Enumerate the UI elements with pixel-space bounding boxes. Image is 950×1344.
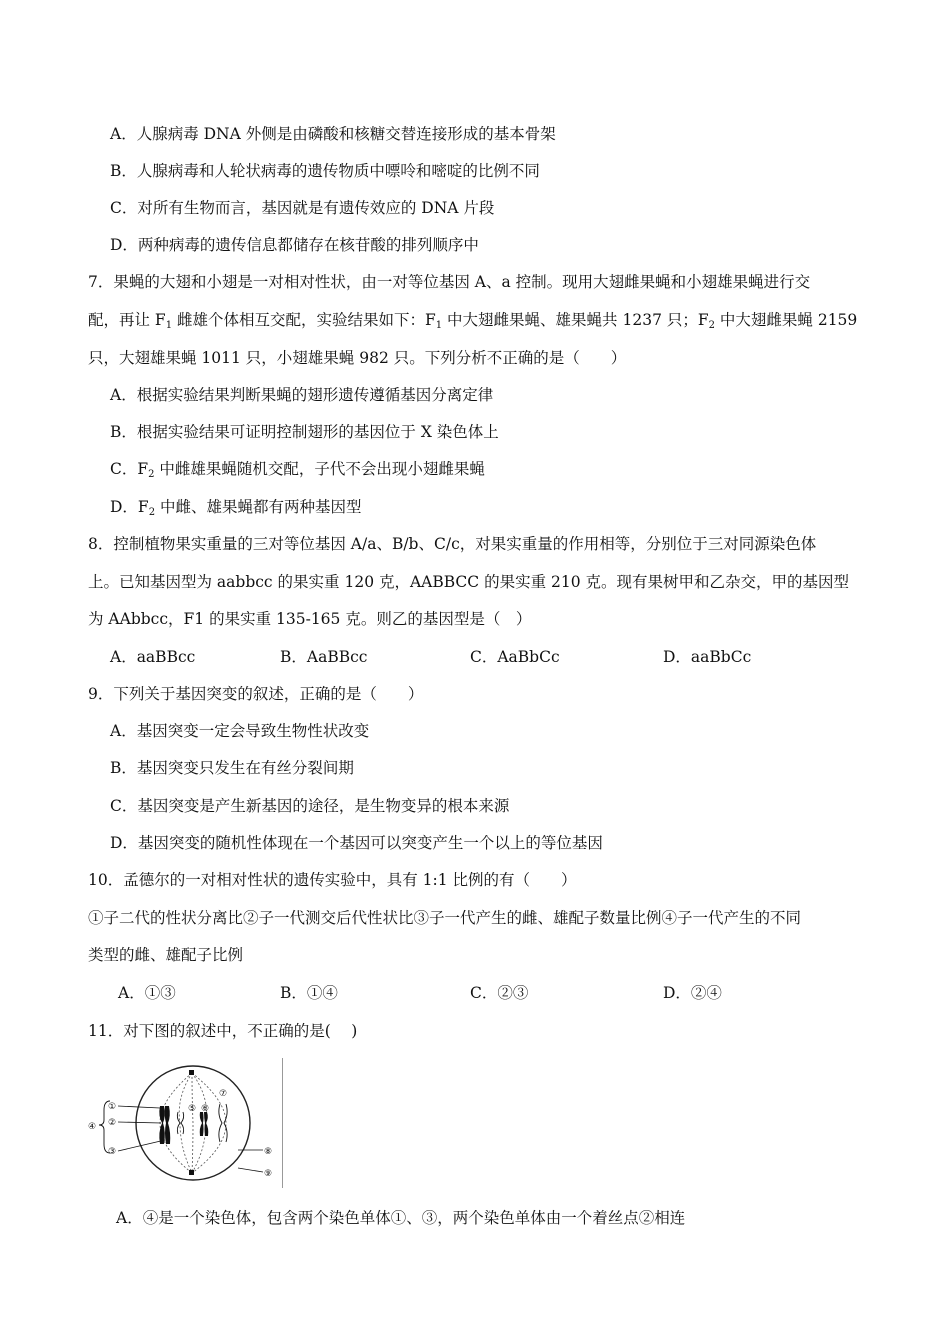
chromosome-dark-right (200, 1112, 209, 1136)
centriole-top (189, 1070, 194, 1075)
q8-option-c: C．AaBbCc (470, 648, 560, 666)
q6-option-c: C．对所有生物而言，基因就是有遗传效应的 DNA 片段 (110, 199, 495, 217)
q10-option-d: D．②④ (663, 984, 722, 1002)
q7-option-c: C．$F_2$ 中雌雄果蝇随机交配，子代不会出现小翅雌果蝇 (110, 460, 485, 480)
label-4: ④ (88, 1122, 97, 1132)
q7-option-d: D．$F_2$ 中雌、雄果蝇都有两种基因型 (110, 498, 362, 518)
q9-option-c: C．基因突变是产生新基因的途径，是生物变异的根本来源 (110, 797, 510, 815)
q8-option-b: B．AaBBcc (280, 648, 368, 666)
q8-stem-line1: 8．控制植物果实重量的三对等位基因 A/a、B/b、C/c，对果实重量的作用相等，分别位于三对同源染色体 (88, 535, 817, 553)
q11-stem: 11．对下图的叙述中，不正确的是( ) (88, 1022, 358, 1040)
label-9: ⑨ (264, 1169, 273, 1179)
centriole-bottom (189, 1170, 194, 1175)
spindle-fibers (160, 1073, 226, 1173)
cell-division-figure (88, 1058, 283, 1188)
q7-stem-line3: 只，大翅雄果蝇 1011 只，小翅雄果蝇 982 只。下列分析不正确的是（ ） (88, 349, 627, 367)
q8-stem-line3: 为 AAbbcc，F1 的果实重 135-165 克。则乙的基因型是（ ） (88, 610, 532, 628)
q8-option-a: A．aaBBcc (110, 648, 196, 666)
q6-option-a: A．人腺病毒 DNA 外侧是由磷酸和核糖交替连接形成的基本骨架 (110, 125, 556, 143)
q8-stem-line2: 上。已知基因型为 aabbcc 的果实重 120 克，AABBCC 的果实重 210 克。现有果树甲和乙杂交，甲的基因型 (88, 573, 850, 591)
q7-option-a: A．根据实验结果判断果蝇的翅形遗传遵循基因分离定律 (110, 386, 494, 404)
label-5: ⑤ (188, 1104, 197, 1114)
q6-option-d: D．两种病毒的遗传信息都储存在核苷酸的排列顺序中 (110, 236, 479, 254)
q11-option-a: A．④是一个染色体，包含两个染色单体①、③，两个染色单体由一个着丝点②相连 (116, 1209, 686, 1227)
q7-stem-line2: 配，再让 $F_1$ 雌雄个体相互交配，实验结果如下：$F_1$ 中大翅雌果蝇、雄果蝇共 1237 只；$F_2$ 中大翅雌果蝇 2159 (88, 311, 858, 331)
q10-option-a: A．①③ (118, 984, 176, 1002)
q10-stem-line2: ①子二代的性状分离比②子一代测交后代性状比③子一代产生的雌、雄配子数量比例④子一代产生的不同 (88, 909, 802, 927)
q7-stem-line1: 7．果蝇的大翅和小翅是一对相对性状，由一对等位基因 A、a 控制。现用大翅雌果蝇和小翅雄果蝇进行交 (88, 273, 811, 291)
q10-stem: 10．孟德尔的一对相对性状的遗传实验中，具有 1:1 比例的有（ ） (88, 871, 577, 889)
mitosis-diagram (88, 1058, 283, 1188)
q10-option-b: B．①④ (280, 984, 338, 1002)
label-2: ② (108, 1118, 117, 1128)
q9-stem: 9．下列关于基因突变的叙述，正确的是（ ） (88, 685, 424, 703)
q8-options-row (0, 647, 950, 667)
label-3: ③ (108, 1147, 117, 1157)
q9-option-d: D．基因突变的随机性体现在一个基因可以突变产生一个以上的等位基因 (110, 834, 603, 852)
q10-options-row (0, 983, 950, 1003)
label-6: ⑥ (201, 1104, 210, 1114)
label-7: ⑦ (219, 1089, 228, 1099)
q10-option-c: C．②③ (470, 984, 529, 1002)
q6-option-b: B．人腺病毒和人轮状病毒的遗传物质中嘌呤和嘧啶的比例不同 (110, 162, 540, 180)
q9-option-a: A．基因突变一定会导致生物性状改变 (110, 722, 370, 740)
chromosome-dark-left (159, 1106, 170, 1144)
label-1: ① (108, 1102, 117, 1112)
label-pointers (118, 1106, 263, 1172)
q7-option-b: B．根据实验结果可证明控制翅形的基因位于 X 染色体上 (110, 423, 499, 441)
q9-option-b: B．基因突变只发生在有丝分裂间期 (110, 759, 354, 777)
q8-option-d: D．aaBbCc (663, 648, 752, 666)
label-8: ⑧ (264, 1147, 273, 1157)
q10-stem-line3: 类型的雌、雄配子比例 (88, 946, 244, 964)
